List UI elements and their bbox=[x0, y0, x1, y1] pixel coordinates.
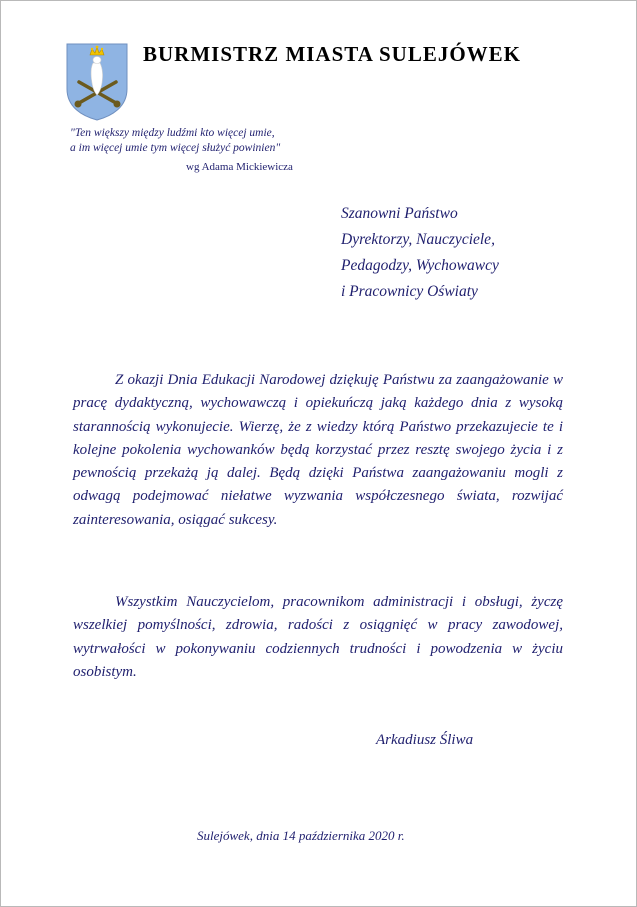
motto-quote bbox=[70, 126, 330, 156]
addressee-line: Dyrektorzy, Nauczyciele, bbox=[341, 231, 495, 248]
motto-line: "Ten większy między ludźmi kto więcej umie, bbox=[70, 127, 275, 139]
addressee-line: Pedagodzy, Wychowawcy bbox=[341, 257, 499, 274]
coat-of-arms-icon bbox=[66, 43, 128, 121]
addressee-line: i Pracownicy Oświaty bbox=[341, 283, 478, 300]
letter-paragraph: Z okazji Dnia Edukacji Narodowej dziękuję Państwu za zaangażowanie w pracę dydaktyczną, wychowawczą i opiekuńczą jaką każdego dnia z wysoką starannością wykonujecie. Wierzę, że z wiedzy którą Państwo przekazujecie te i kolejne pokolenia wychowanków będą korzystać przez resztę swojego życia i z pewnością przekażą ją dalej. Będą dzięki Państwa zaangażowaniu mogli z odwagą podejmować niełatwe wyzwania współczesnego świata, rozwijać zainteresowania, osiągać sukcesy. bbox=[73, 372, 563, 528]
addressee-line: Szanowni Państwo bbox=[341, 205, 458, 222]
place-and-date: Sulejówek, dnia 14 października 2020 r. bbox=[197, 828, 405, 843]
letter-paragraph: Wszystkim Nauczycielom, pracownikom administracji i obsługi, życzę wszelkiej pomyślności, zdrowia, radości z osiągnięć w pracy zawodowej, wytrwałości w pokonywaniu codziennych trudności i powodzenia w życiu osobistym. bbox=[73, 594, 563, 680]
motto-author: wg Adama Mickiewicza bbox=[186, 161, 293, 173]
signature: Arkadiusz Śliwa bbox=[376, 732, 474, 748]
page-title: BURMISTRZ MIASTA SULEJÓWEK bbox=[143, 42, 522, 66]
motto-line: a im więcej umie tym więcej służyć powinien" bbox=[70, 142, 281, 154]
addressee-block bbox=[341, 201, 499, 305]
